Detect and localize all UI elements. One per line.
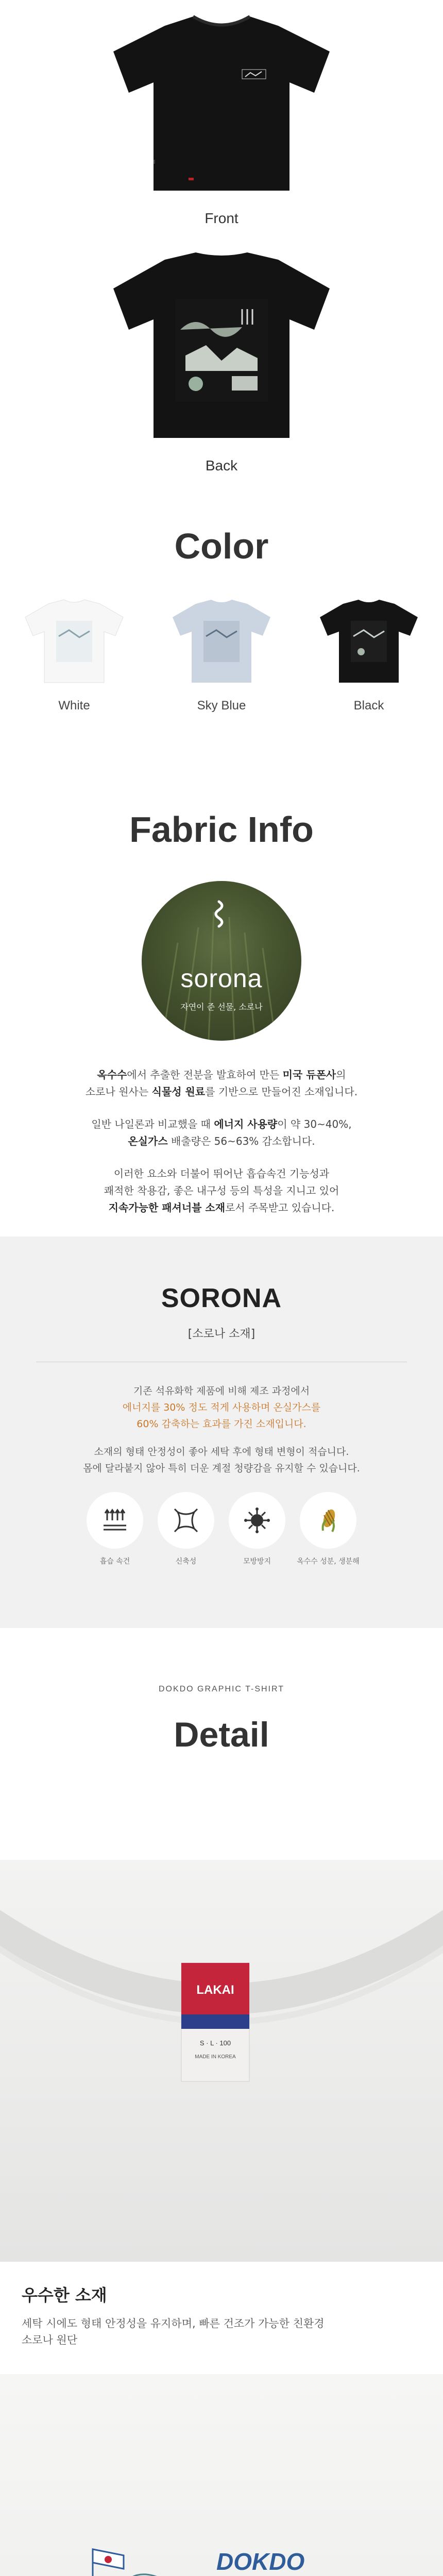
detail-text: 세탁 시에도 형태 안정성을 유지하며, 빠른 건조가 가능한 친환경 xyxy=(22,2317,325,2330)
fabric-text: 쾌적한 착용감, 좋은 내구성 등의 특성을 지니고 있어 xyxy=(104,1184,339,1197)
front-caption: Front xyxy=(205,210,238,226)
fabric-text: 를 기반으로 만들어진 소재입니다. xyxy=(205,1086,358,1098)
sorona-section xyxy=(0,1236,443,1628)
front-view xyxy=(0,0,443,247)
feature-antibacterial xyxy=(224,1492,291,1566)
detail-heading: 우수한 소재 xyxy=(22,2285,107,2305)
grass-background xyxy=(142,881,301,1041)
white-shirt-thumbnail xyxy=(18,598,131,685)
front-graphic-photo xyxy=(0,2374,443,2576)
sorona-logo-text: sorona xyxy=(180,964,263,993)
sorona-text: 소재의 형태 안정성이 좋아 세탁 후에 형태 변형이 적습니다. xyxy=(94,1446,349,1458)
fabric-text: 소로나 원사는 xyxy=(85,1086,152,1098)
sorona-text: 기존 석유화학 제품에 비해 제조 과정에서 xyxy=(133,1385,310,1397)
sorona-logo-image xyxy=(142,881,301,1041)
detail-description xyxy=(22,2315,421,2348)
fabric-text: 이 약 30~40%, xyxy=(277,1118,352,1130)
fabric-paragraph xyxy=(0,1066,443,1100)
label-origin-text: MADE IN KOREA xyxy=(195,2054,236,2060)
front-shirt-image xyxy=(0,10,443,196)
sorona-paragraph xyxy=(0,1444,443,1477)
feature-moisture xyxy=(81,1492,148,1566)
feature-stretch xyxy=(152,1492,219,1566)
detail-title: Detail xyxy=(174,1715,269,1754)
fabric-text: 로서 주목받고 있습니다. xyxy=(225,1201,335,1214)
sorona-subtitle: [소로나 소재] xyxy=(188,1328,255,1341)
sorona-text: 몸에 달라붙지 않아 특히 더운 계절 청량감을 유지할 수 있습니다. xyxy=(83,1463,360,1474)
sorona-highlight: 60% 감축하는 효과를 가진 소재입니다. xyxy=(137,1418,306,1430)
fabric-bold: 지속가능한 패셔너블 소재 xyxy=(108,1201,226,1214)
detail-caption-material xyxy=(0,2262,443,2374)
fabric-text: 의 xyxy=(336,1069,346,1081)
fabric-title: Fabric Info xyxy=(129,809,314,850)
fabric-bold: 옥수수 xyxy=(97,1069,127,1081)
sorona-highlight: 에너지를 30% 정도 적게 사용하며 온실가스를 xyxy=(122,1402,321,1413)
sorona-logo-subtitle: 자연이 준 선물, 소로나 xyxy=(180,1002,263,1012)
color-options xyxy=(0,598,443,713)
feature-corn xyxy=(295,1492,362,1566)
color-name: White xyxy=(58,699,90,713)
fabric-text: 배출량은 56~63% 감소합니다. xyxy=(167,1135,315,1147)
detail-text: 소로나 원단 xyxy=(22,2334,78,2346)
sorona-description xyxy=(0,1383,443,1477)
sky-blue-shirt-thumbnail xyxy=(165,598,278,685)
feature-label: 옥수수 성분, 생분해 xyxy=(297,1557,360,1566)
sorona-swirl-icon xyxy=(216,902,222,926)
fabric-paragraph xyxy=(0,1116,443,1150)
dokdo-island-graphic xyxy=(57,2549,211,2576)
fabric-paragraph xyxy=(0,1165,443,1216)
fabric-text: 이러한 요소와 더불어 뛰어난 흡습속건 기능성과 xyxy=(113,1167,330,1180)
moisture-icon xyxy=(87,1492,143,1549)
detail-header xyxy=(0,1628,443,1860)
print-line-1: DOKDO xyxy=(216,2548,305,2575)
fabric-description xyxy=(0,1066,443,1216)
stretch-icon xyxy=(158,1492,214,1549)
feature-label: 신축성 xyxy=(175,1557,197,1566)
fabric-info-section xyxy=(0,783,443,1236)
back-shirt-image xyxy=(0,247,443,443)
fabric-bold: 에너지 사용량 xyxy=(214,1118,278,1130)
back-view xyxy=(0,247,443,510)
color-option-sky-blue[interactable] xyxy=(155,598,288,713)
color-name: Sky Blue xyxy=(197,699,246,713)
feature-list xyxy=(0,1492,443,1566)
color-name: Black xyxy=(353,699,384,713)
sorona-paragraph xyxy=(0,1383,443,1432)
detail-eyebrow: DOKDO GRAPHIC T-SHIRT xyxy=(158,1685,285,1693)
fabric-text: 에서 추출한 전분을 발효하여 만든 xyxy=(127,1069,283,1081)
sorona-title: SORONA xyxy=(161,1283,282,1313)
fabric-bold: 미국 듀폰사 xyxy=(282,1069,336,1081)
feature-label: 흡습 속건 xyxy=(99,1557,130,1566)
back-caption: Back xyxy=(205,457,238,473)
feature-label: 모방방지 xyxy=(243,1557,271,1566)
corn-icon xyxy=(300,1492,356,1549)
color-option-black[interactable] xyxy=(302,598,436,713)
fabric-bold: 온실가스 xyxy=(128,1135,168,1147)
fabric-text: 일반 나일론과 비교했을 때 xyxy=(91,1118,214,1130)
label-brand-text: LAKAI xyxy=(196,1983,234,1997)
neck-label-photo xyxy=(0,1860,443,2262)
fabric-bold: 식물성 원료 xyxy=(151,1086,206,1098)
virus-icon xyxy=(229,1492,285,1549)
label-size-text: S · L · 100 xyxy=(199,2039,231,2047)
black-shirt-thumbnail xyxy=(312,598,425,685)
color-option-white[interactable] xyxy=(7,598,141,713)
color-section xyxy=(0,510,443,783)
color-title: Color xyxy=(174,526,269,566)
